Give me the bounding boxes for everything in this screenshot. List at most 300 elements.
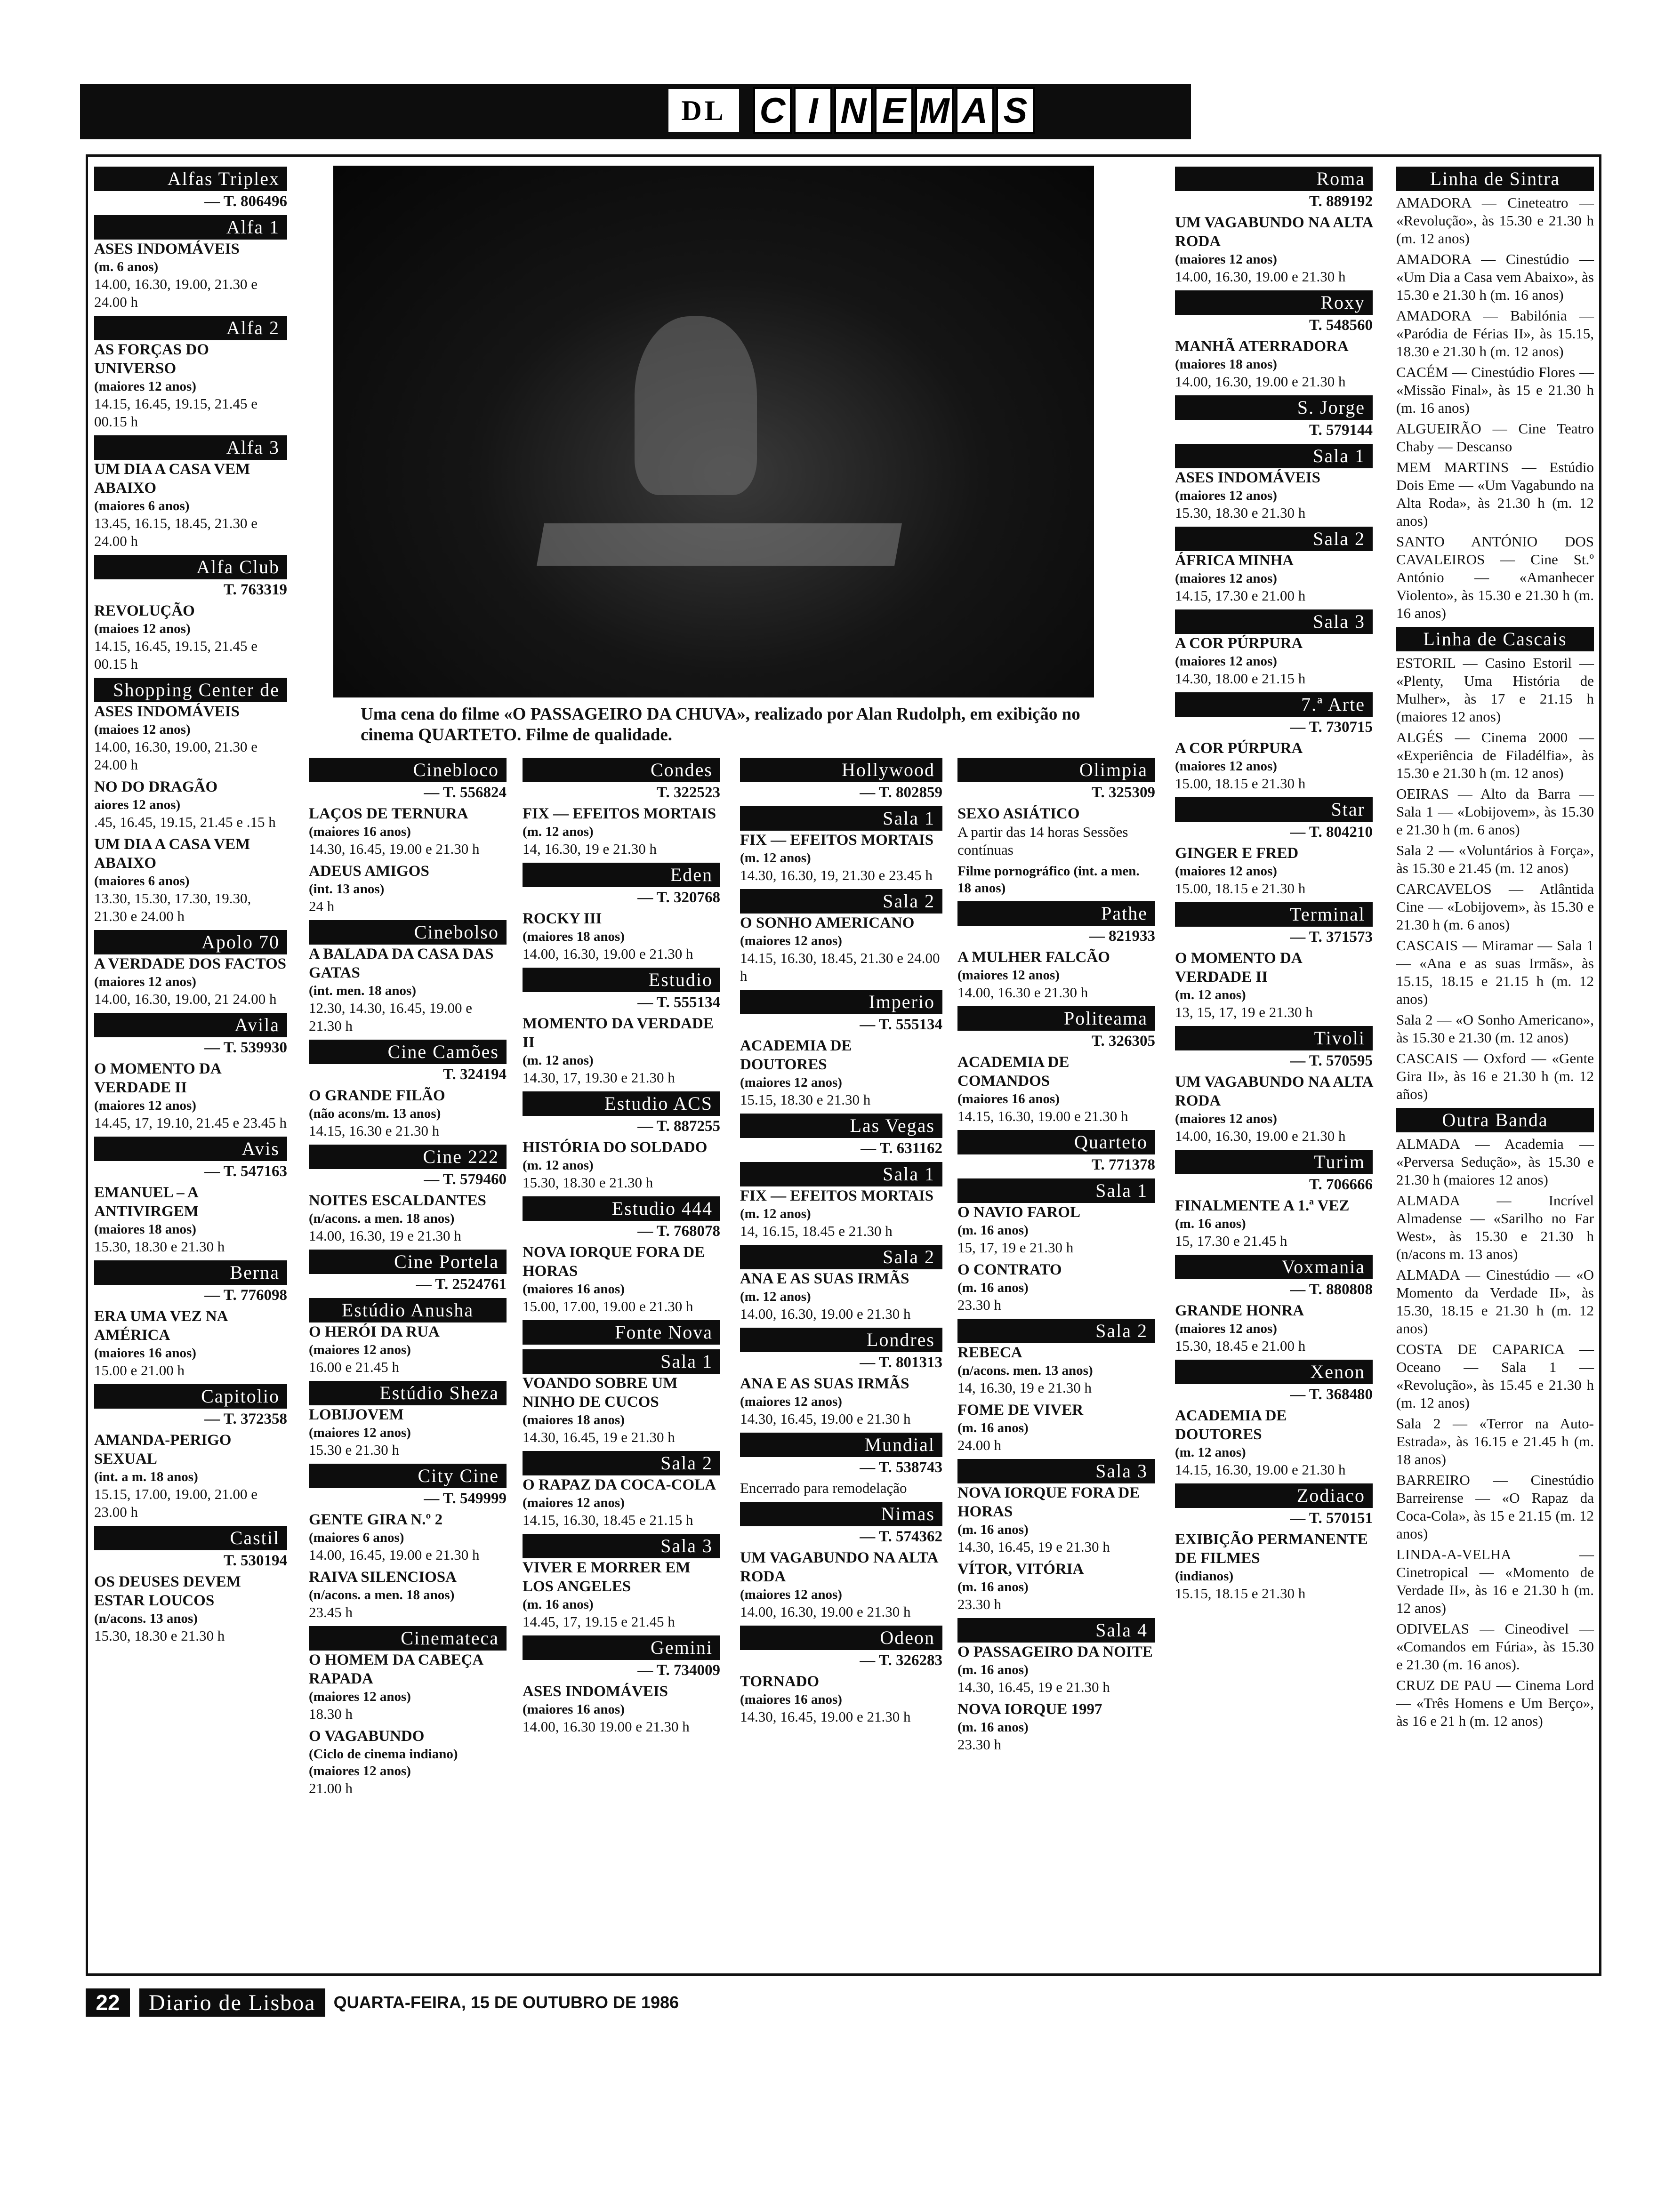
session-times: 14.30, 16.30, 19, 21.30 e 23.45 h: [740, 867, 933, 883]
regional-listing: AMADORA — Babilónia — «Paródia de Férias II», às 15.15, 18.30 e 21.30 h (m. 12 anos): [1396, 307, 1594, 360]
film-title: A VERDADE DOS FACTOS: [94, 955, 287, 972]
session-times: 13, 15, 17, 19 e 21.30 h: [1175, 1004, 1313, 1020]
cinema-name: Apolo 70: [94, 930, 287, 954]
film-rating: (maiores 12 anos): [1175, 252, 1277, 267]
title-letter: I: [794, 87, 832, 134]
film-title: OS DEUSES DEVEM ESTAR LOUCOS: [94, 1573, 241, 1609]
session-times: 23.45 h: [309, 1604, 353, 1620]
film-title: O MOMENTO DA VERDADE II: [94, 1060, 221, 1096]
cinema-phone: T. 706666: [1309, 1176, 1373, 1193]
regional-listing: CRUZ DE PAU — Cinema Lord — «Três Homens e Um Berço», às 16 e 21 h (m. 12 anos): [1396, 1677, 1594, 1729]
session-times: 14, 16.30, 19 e 21.30 h: [523, 841, 657, 857]
film-title: HISTÓRIA DO SOLDADO: [523, 1139, 708, 1156]
cinema-phone: — T. 556824: [424, 784, 507, 801]
film-title: MANHÃ ATERRADORA: [1175, 338, 1349, 355]
film-title: EXIBIÇÃO PERMANENTE DE FILMES: [1175, 1531, 1368, 1567]
session-times: 14.00, 16.30, 19 e 21.30 h: [309, 1227, 461, 1244]
film-note: Filme pornográfico (int. a men. 18 anos): [957, 864, 1140, 896]
film-title: ACADEMIA DE DOUTORES: [740, 1037, 852, 1073]
cinema-name: S. Jorge: [1175, 395, 1373, 420]
cinema-phone: T. 322523: [656, 784, 720, 801]
film-title: ROCKY III: [523, 910, 602, 927]
session-times: 14.15, 16.30, 19.00 e 21.30 h: [1175, 1461, 1346, 1478]
film-rating: (maiores 12 anos): [740, 1075, 842, 1090]
session-times: 14.30, 16.45, 19 e 21.30 h: [957, 1679, 1110, 1695]
film-title: UM DIA A CASA VEM ABAIXO: [94, 461, 250, 497]
title-letter: C: [753, 87, 792, 134]
film-title: VÍTOR, VITÓRIA: [957, 1561, 1084, 1578]
cinema-phone: — T. 801313: [860, 1354, 942, 1371]
film-title: UM VAGABUNDO NA ALTA RODA: [1175, 1074, 1373, 1109]
film-rating: (m. 16 anos): [1175, 1216, 1246, 1231]
cinema-name: City Cine: [309, 1464, 507, 1488]
film-title: FOME DE VIVER: [957, 1402, 1084, 1419]
film-rating: (n/acons. a men. 18 anos): [309, 1587, 455, 1603]
film-rating: (m. 12 anos): [523, 1053, 594, 1068]
cinema-name: Capitolio: [94, 1384, 287, 1409]
film-rating: (int. a m. 18 anos): [94, 1469, 198, 1484]
cinema-phone: T. 579144: [1309, 422, 1373, 439]
regional-listing: SANTO ANTÓNIO DOS CAVALEIROS — Cine St.º António — «Amanhecer Violento», às 15.30 e 21.30 h (m. 16 anos): [1396, 533, 1594, 621]
session-times: 15.00 e 21.00 h: [94, 1362, 185, 1378]
film-title: ADEUS AMIGOS: [309, 863, 429, 880]
session-times: 24.00 h: [957, 1437, 1001, 1453]
cinema-name: Sala 4: [957, 1618, 1155, 1643]
film-rating: (int. 13 anos): [309, 882, 385, 897]
session-times: Encerrado para remodelação: [740, 1480, 907, 1496]
cinema-name: Sala 1: [740, 806, 942, 831]
regional-listing: LINDA-A-VELHA — Cinetropical — «Momento de Verdade II», às 16 e 21.30 h (m. 12 anos): [1396, 1546, 1594, 1616]
film-title: ANA E AS SUAS IRMÃS: [740, 1375, 909, 1392]
film-title: FINALMENTE A 1.ª VEZ: [1175, 1197, 1350, 1214]
title-letter: M: [915, 87, 954, 134]
film-title: GRANDE HONRA: [1175, 1302, 1304, 1319]
cinema-name: Estúdio Sheza: [309, 1381, 507, 1405]
session-times: 14.30, 16.45, 19 e 21.30 h: [523, 1429, 675, 1445]
film-rating: (m. 6 anos): [94, 259, 159, 274]
session-times: 24 h: [309, 898, 335, 914]
cinema-name: Voxmania: [1175, 1255, 1373, 1279]
film-title: TORNADO: [740, 1673, 820, 1690]
cinema-name: Sala 1: [1175, 444, 1373, 468]
session-times: 14.15, 16.30 e 21.30 h: [309, 1122, 440, 1139]
film-rating: (maiores 12 anos): [309, 1342, 411, 1357]
film-rating: (maiores 12 anos): [94, 1098, 196, 1113]
cinema-name: Sala 2: [957, 1319, 1155, 1343]
session-times: 14.15, 16.45, 19.15, 21.45 e 00.15 h: [94, 638, 258, 672]
region-title: Linha de Cascais: [1396, 627, 1594, 651]
film-rating: (m. 16 anos): [957, 1662, 1029, 1677]
session-times: 15.15, 18.15 e 21.30 h: [1175, 1585, 1306, 1602]
film-rating: (maiores 6 anos): [94, 498, 190, 513]
session-times: 14.15, 17.30 e 21.00 h: [1175, 587, 1306, 604]
regional-listing: ALMADA — Academia — «Perversa Sedução», às 15.30 e 21.30 h (maiores 12 anos): [1396, 1136, 1594, 1188]
film-title: FIX — EFEITOS MORTAIS: [740, 1187, 934, 1204]
film-title: LOBIJOVEM: [309, 1406, 404, 1423]
cinema-name: Politeama: [957, 1006, 1155, 1031]
film-title: ASES INDOMÁVEIS: [1175, 469, 1320, 486]
film-title: VOANDO SOBRE UM NINHO DE CUCOS: [523, 1375, 678, 1411]
film-title: ACADEMIA DE DOUTORES: [1175, 1407, 1287, 1443]
cinema-name: Estudio 444: [523, 1196, 720, 1221]
cinema-phone: — T. 806496: [204, 193, 287, 210]
session-times: 23.30 h: [957, 1596, 1001, 1612]
film-rating: (maiores 12 anos): [1175, 1321, 1277, 1336]
regional-listing: ALGÉS — Cinema 2000 — «Experiência de Filadélfia», às 15.30 e 21.30 h (m. 12 anos): [1396, 729, 1594, 781]
session-times: 14.00, 16.45, 19.00 e 21.30 h: [309, 1547, 480, 1563]
cinema-phone: — T. 574362: [860, 1528, 942, 1545]
cinema-name: Londres: [740, 1328, 942, 1352]
film-title: UM DIA A CASA VEM ABAIXO: [94, 836, 250, 872]
film-rating: (maiores 16 anos): [740, 1692, 842, 1707]
session-times: 14.15, 16.30, 18.45, 21.30 e 24.00 h: [740, 950, 940, 984]
film-title: A BALADA DA CASA DAS GATAS: [309, 946, 494, 981]
cinema-name: Las Vegas: [740, 1114, 942, 1138]
cinema-phone: — T. 570595: [1290, 1052, 1373, 1069]
film-title: A COR PÚRPURA: [1175, 740, 1303, 757]
cinema-name: Cinebolso: [309, 920, 507, 945]
film-rating: (m. 16 anos): [957, 1280, 1029, 1295]
cinema-name: Estudio: [523, 968, 720, 992]
cinema-name: Star: [1175, 797, 1373, 822]
newspaper-name: Diario de Lisboa: [139, 1988, 325, 2017]
film-rating: (m. 16 anos): [957, 1223, 1029, 1238]
film-rating: (maiores 16 anos): [309, 824, 411, 839]
photo-caption: Uma cena do filme «O PASSAGEIRO DA CHUVA», realizado por Alan Rudolph, em exibição no cinema QUARTETO. Filme de qualidade.: [361, 705, 1080, 745]
column-6: [1175, 162, 1373, 1606]
regional-listing: Sala 2 — «O Sonho Americano», às 15.30 e 21.30 (m. 12 anos): [1396, 1011, 1594, 1046]
region-title: Outra Banda: [1396, 1108, 1594, 1132]
film-rating: (indianos): [1175, 1569, 1234, 1584]
cinema-phone: — T. 730715: [1290, 719, 1373, 736]
film-title: A COR PÚRPURA: [1175, 635, 1303, 652]
film-rating: (maiores 12 anos): [1175, 864, 1277, 879]
cinema-phone: — T. 579460: [424, 1171, 507, 1188]
session-times: 13.45, 16.15, 18.45, 21.30 e 24.00 h: [94, 515, 258, 549]
cinema-name: Zodiaco: [1175, 1483, 1373, 1508]
cinema-name: Sala 2: [740, 1245, 942, 1269]
film-title: O SONHO AMERICANO: [740, 914, 915, 931]
session-times: 14.30, 16.45, 19 e 21.30 h: [957, 1539, 1110, 1555]
session-times: 15, 17.30 e 21.45 h: [1175, 1233, 1287, 1249]
cinema-name: Sala 2: [523, 1451, 720, 1475]
cinema-name: Sala 1: [523, 1349, 720, 1374]
film-rating: (maiores 12 anos): [309, 1689, 411, 1704]
film-title: EMANUEL – A ANTIVIRGEM: [94, 1184, 199, 1220]
cinema-name: Sala 1: [957, 1178, 1155, 1203]
session-times: 14.00, 16.30 19.00 e 21.30 h: [523, 1718, 690, 1735]
cinema-phone: T. 324194: [442, 1066, 507, 1083]
film-rating: (n/acons. men. 13 anos): [957, 1363, 1093, 1378]
film-rating: (m. 12 anos): [1175, 1445, 1246, 1460]
regional-listing: ESTORIL — Casino Estoril — «Plenty, Uma História de Mulher», às 17 e 21.15 h (maiores 12 anos): [1396, 655, 1594, 725]
cinema-name: Sala 3: [1175, 609, 1373, 634]
cinema-name: Roma: [1175, 167, 1373, 191]
film-title: ANA E AS SUAS IRMÃS: [740, 1270, 909, 1287]
film-rating: (maiores 16 anos): [94, 1346, 196, 1361]
session-times: .45, 16.45, 19.15, 21.45 e .15 h: [94, 814, 276, 830]
session-times: 18.30 h: [309, 1706, 353, 1722]
cinema-name: Gemini: [523, 1635, 720, 1660]
film-rating: (maiores 12 anos): [1175, 1111, 1277, 1126]
cinema-name: Cinemateca: [309, 1626, 507, 1651]
session-times: 14.00, 16.30, 19.00 e 21.30 h: [523, 946, 693, 962]
cinema-name: Shopping Center de Lisboa: [94, 678, 287, 702]
column-2: [309, 753, 507, 1801]
session-times: 15.30, 18.30 e 21.30 h: [94, 1238, 225, 1255]
cinema-name: Xenon: [1175, 1360, 1373, 1384]
film-rating: (maiores 16 anos): [523, 1282, 625, 1297]
film-title: NOITES ESCALDANTES: [309, 1192, 486, 1209]
film-title: UM VAGABUNDO NA ALTA RODA: [740, 1549, 938, 1585]
cinema-phone: — T. 631162: [861, 1140, 942, 1157]
session-times: 14.30, 16.45, 19.00 e 21.30 h: [740, 1411, 911, 1427]
cinema-phone: T. 763319: [223, 581, 287, 598]
session-times: 15.00, 18.15 e 21.30 h: [1175, 775, 1306, 792]
film-title: O GRANDE FILÃO: [309, 1087, 445, 1104]
session-times: 14, 16.30, 19 e 21.30 h: [957, 1379, 1092, 1396]
cinema-phone: — T. 2524761: [416, 1276, 507, 1293]
regional-listing: ALMADA — Cinestúdio — «O Momento da Verdade II», às 15.30, 18.15 e 21.30 h (m. 12 anos): [1396, 1266, 1594, 1337]
newspaper-logo: DL: [668, 89, 739, 132]
film-rating: (maiores 12 anos): [523, 1495, 625, 1510]
session-times: 14.00, 16.30, 19.00, 21.30 e 24.00 h: [94, 738, 258, 773]
film-rating: (m. 12 anos): [1175, 987, 1246, 1002]
film-title: AMANDA-PERIGO SEXUAL: [94, 1432, 232, 1467]
cinema-name: Castil: [94, 1526, 287, 1550]
regional-listing: CASCAIS — Miramar — Sala 1 — «Ana e as suas Irmãs», às 15.15, 18.15 e 21.15 h (m. 12 anos): [1396, 937, 1594, 1007]
cinema-name: Cine 222: [309, 1145, 507, 1169]
regional-listing: ODIVELAS — Cineodivel — «Comandos em Fúria», às 15.30 e 21.30 (m. 16 anos).: [1396, 1620, 1594, 1673]
cinema-name: 7.ª Arte: [1175, 692, 1373, 717]
cinema-phone: T. 325309: [1091, 784, 1155, 801]
film-rating: (maiores 12 anos): [1175, 571, 1277, 586]
film-rating: (maiores 12 anos): [740, 1587, 842, 1602]
film-rating: (maiores 16 anos): [523, 1702, 625, 1717]
cinema-phone: — 821933: [1089, 928, 1155, 945]
session-times: 14.00, 16.30, 19.00 e 21.30 h: [740, 1306, 911, 1322]
cinema-name: Estudio ACS: [523, 1091, 720, 1116]
session-times: 15.30, 18.30 e 21.30 h: [523, 1174, 653, 1191]
film-rating: (maiores 12 anos): [740, 933, 842, 948]
cinema-subname: Estúdio Anusha: [309, 1298, 507, 1322]
film-rating: (maiores 6 anos): [94, 874, 190, 889]
cinema-phone: — T. 547163: [204, 1163, 287, 1180]
session-times: 14.00, 16.30, 19.00 e 21.30 h: [1175, 373, 1346, 390]
session-times: 21.00 h: [309, 1780, 353, 1796]
film-title: FIX — EFEITOS MORTAIS: [740, 832, 934, 849]
film-rating: (maiores 12 anos): [1175, 654, 1277, 669]
regional-listing: MEM MARTINS — Estúdio Dois Eme — «Um Vagabundo na Alta Roda», às 21.30 h (m. 12 anos): [1396, 459, 1594, 529]
session-times: 15.30, 18.30 e 21.30 h: [1175, 505, 1306, 521]
film-title: ACADEMIA DE COMANDOS: [957, 1054, 1070, 1090]
cinema-name: Sala 2: [1175, 527, 1373, 551]
cinema-phone: — T. 368480: [1290, 1386, 1373, 1403]
cinema-phone: T. 548560: [1309, 317, 1373, 334]
film-rating: (maioes 12 anos): [94, 722, 191, 737]
cinema-name: Quarteto: [957, 1130, 1155, 1154]
film-rating: (maiores 18 anos): [94, 1222, 196, 1237]
film-title: AS FORÇAS DO UNIVERSO: [94, 341, 209, 377]
cinema-name: Sala 1: [740, 1162, 942, 1186]
session-times: 14.00, 16.30, 19.00 e 21.30 h: [740, 1603, 911, 1620]
cinema-name: Hollywood: [740, 758, 942, 782]
cinema-name: Olimpia: [957, 758, 1155, 782]
session-times: 23.30 h: [957, 1736, 1001, 1753]
film-rating: (m. 16 anos): [523, 1597, 594, 1612]
cinema-phone: — T. 539930: [204, 1039, 287, 1056]
film-rating: (m. 16 anos): [957, 1522, 1029, 1537]
photo-figure: [635, 316, 757, 495]
cinema-name: Sala 3: [523, 1534, 720, 1558]
cinema-name: Tivoli: [1175, 1026, 1373, 1050]
session-times: 15.00, 18.15 e 21.30 h: [1175, 880, 1306, 897]
cinema-name: Cine Camões: [309, 1040, 507, 1064]
column-4: [740, 753, 942, 1730]
film-title: O RAPAZ DA COCA-COLA: [523, 1476, 716, 1493]
session-times: 14.15, 16.30, 19.00 e 21.30 h: [957, 1108, 1128, 1124]
session-times: 14, 16.15, 18.45 e 21.30 h: [740, 1223, 893, 1239]
cinema-name: Cinebloco: [309, 758, 507, 782]
session-times: 14.45, 17, 19.10, 21.45 e 23.45 h: [94, 1114, 287, 1131]
film-title: UM VAGABUNDO NA ALTA RODA: [1175, 214, 1373, 250]
column-1: [94, 162, 287, 1649]
session-times: 16.00 e 21.45 h: [309, 1359, 400, 1375]
session-times: 15.15, 18.30 e 21.30 h: [740, 1091, 871, 1108]
film-rating: (int. men. 18 anos): [309, 983, 416, 998]
cinema-name: Alfa 1: [94, 215, 287, 240]
session-times: 15.15, 17.00, 19.00, 21.00 e 23.00 h: [94, 1486, 258, 1520]
film-title: O HERÓI DA RUA: [309, 1323, 440, 1340]
film-rating: (m. 12 anos): [740, 850, 811, 866]
film-rating: (maiores 16 anos): [957, 1091, 1060, 1106]
cinema-name: Alfa 3: [94, 435, 287, 460]
session-times: 14.30, 17, 19.30 e 21.30 h: [523, 1069, 675, 1086]
session-times: 14.00, 16.30, 19.00 e 21.30 h: [1175, 268, 1346, 285]
cinema-phone: — T. 326283: [860, 1652, 942, 1669]
film-rating: (não acons/m. 13 anos): [309, 1106, 441, 1121]
cinema-name: Condes: [523, 758, 720, 782]
film-rating: (maiores 12 anos): [94, 974, 196, 989]
film-title: ERA UMA VEZ NA AMÉRICA: [94, 1308, 227, 1344]
session-times: 15, 17, 19 e 21.30 h: [957, 1239, 1074, 1256]
session-times: 14.00, 16.30, 19.00, 21.30 e 24.00 h: [94, 276, 258, 310]
film-title: ÁFRICA MINHA: [1175, 552, 1294, 569]
film-still-photo: [333, 166, 1094, 697]
title-letter: A: [956, 87, 994, 134]
session-times: 15.00, 17.00, 19.00 e 21.30 h: [523, 1298, 693, 1314]
film-title: GINGER E FRED: [1175, 845, 1299, 862]
regional-listing: ALGUEIRÃO — Cine Teatro Chaby — Descanso: [1396, 420, 1594, 455]
film-title: O HOMEM DA CABEÇA RAPADA: [309, 1651, 483, 1687]
film-title: SEXO ASIÁTICO: [957, 805, 1080, 822]
cinema-name: Turim: [1175, 1150, 1373, 1174]
cinema-phone: — T. 734009: [637, 1662, 720, 1679]
film-rating: (maiores 12 anos): [94, 379, 196, 394]
cinema-phone: — T. 371573: [1290, 929, 1373, 946]
film-rating: (maioes 12 anos): [94, 621, 191, 636]
session-times: 12.30, 14.30, 16.45, 19.00 e 21.30 h: [309, 1000, 473, 1034]
cinema-phone: — T. 802859: [860, 784, 942, 801]
cinema-name: Odeon: [740, 1626, 942, 1650]
session-times: 14.45, 17, 19.15 e 21.45 h: [523, 1613, 675, 1630]
session-times: 13.30, 15.30, 17.30, 19.30, 21.30 e 24.00 h: [94, 890, 251, 924]
title-letter: E: [875, 87, 913, 134]
cinema-name: Alfa Club: [94, 555, 287, 579]
film-rating: (maiores 18 anos): [1175, 357, 1277, 372]
cinema-name: Avila: [94, 1013, 287, 1037]
cinema-phone: — T. 804210: [1290, 824, 1373, 841]
cinema-name: Cine Portela: [309, 1250, 507, 1274]
session-times: 15.30, 18.45 e 21.00 h: [1175, 1338, 1306, 1354]
column-7-regional: [1396, 162, 1594, 1730]
film-title: ASES INDOMÁVEIS: [523, 1683, 668, 1700]
cinema-phone: T. 326305: [1091, 1033, 1155, 1050]
regional-listing: CARCAVELOS — Atlântida Cine — «Lobijovem», às 15.30 e 21.30 h (m. 6 anos): [1396, 881, 1594, 933]
cinema-phone: — T. 768078: [637, 1223, 720, 1240]
session-times: 23.30 h: [957, 1297, 1001, 1313]
film-rating: (maiores 12 anos): [957, 968, 1060, 983]
cinema-phone: — T. 887255: [637, 1118, 720, 1135]
film-title: O MOMENTO DA VERDADE II: [1175, 950, 1302, 986]
cinema-phone: — T. 555134: [860, 1016, 942, 1033]
film-title: REVOLUÇÃO: [94, 602, 195, 619]
cinema-name: Sala 2: [740, 889, 942, 914]
cinema-name: Terminal: [1175, 902, 1373, 927]
regional-listing: AMADORA — Cineteatro — «Revolução», às 15.30 e 21.30 h (m. 12 anos): [1396, 194, 1594, 247]
film-rating: (m. 16 anos): [957, 1420, 1029, 1435]
session-times: 14.30, 18.00 e 21.15 h: [1175, 670, 1306, 687]
cinema-phone: — T. 570151: [1290, 1510, 1373, 1527]
session-times: 14.15, 16.30, 18.45 e 21.15 h: [523, 1512, 693, 1528]
regional-listing: OEIRAS — Alto da Barra — Sala 1 — «Lobijovem», às 15.30 e 21.30 h (m. 6 anos): [1396, 785, 1594, 838]
film-rating: (maiores 12 anos): [1175, 488, 1277, 503]
session-times: 14.00, 16.30 e 21.30 h: [957, 984, 1088, 1001]
cinema-phone: — T. 880808: [1290, 1281, 1373, 1298]
film-title: NOVA IORQUE 1997: [957, 1701, 1102, 1718]
film-title: MOMENTO DA VERDADE II: [523, 1015, 714, 1051]
cinema-name: Nimas: [740, 1502, 942, 1526]
cinema-name: Eden: [523, 863, 720, 887]
film-title: FIX — EFEITOS MORTAIS: [523, 805, 716, 822]
page-footer: [86, 1987, 679, 2018]
session-times: 14.30, 16.45, 19.00 e 21.30 h: [740, 1708, 911, 1725]
film-rating: (n/acons. 13 anos): [94, 1611, 198, 1626]
regional-listing: CASCAIS — Oxford — «Gente Gira II», às 16 e 21.30 h (m. 12 años): [1396, 1050, 1594, 1102]
film-rating: (maiores 12 anos): [740, 1394, 842, 1409]
film-title: O PASSAGEIRO DA NOITE: [957, 1643, 1153, 1660]
film-title: REBECA: [957, 1344, 1022, 1361]
film-rating: (m. 12 anos): [740, 1289, 811, 1304]
session-times: 14.00, 16.30, 19.00, 21 24.00 h: [94, 991, 277, 1007]
cinema-name: Fonte Nova: [523, 1320, 720, 1345]
section-title: [668, 85, 1037, 136]
film-title: A MULHER FALCÃO: [957, 949, 1110, 966]
session-times: 15.30, 18.30 e 21.30 h: [94, 1627, 225, 1644]
cinema-phone: — T. 320768: [637, 889, 720, 906]
cinema-phone: — T. 555134: [637, 994, 720, 1011]
column-3: [523, 753, 720, 1739]
film-title: GENTE GIRA N.º 2: [309, 1511, 443, 1528]
film-rating: (m. 16 anos): [957, 1720, 1029, 1735]
cinema-phone: — T. 538743: [860, 1459, 942, 1476]
title-letter: S: [996, 87, 1035, 134]
film-rating: (maiores 6 anos): [309, 1530, 404, 1545]
film-title: O NAVIO FAROL: [957, 1204, 1080, 1221]
cinema-phone: — T. 372358: [204, 1411, 287, 1427]
cinema-phone: — T. 776098: [204, 1287, 287, 1304]
film-rating: (maiores 18 anos): [523, 929, 625, 944]
